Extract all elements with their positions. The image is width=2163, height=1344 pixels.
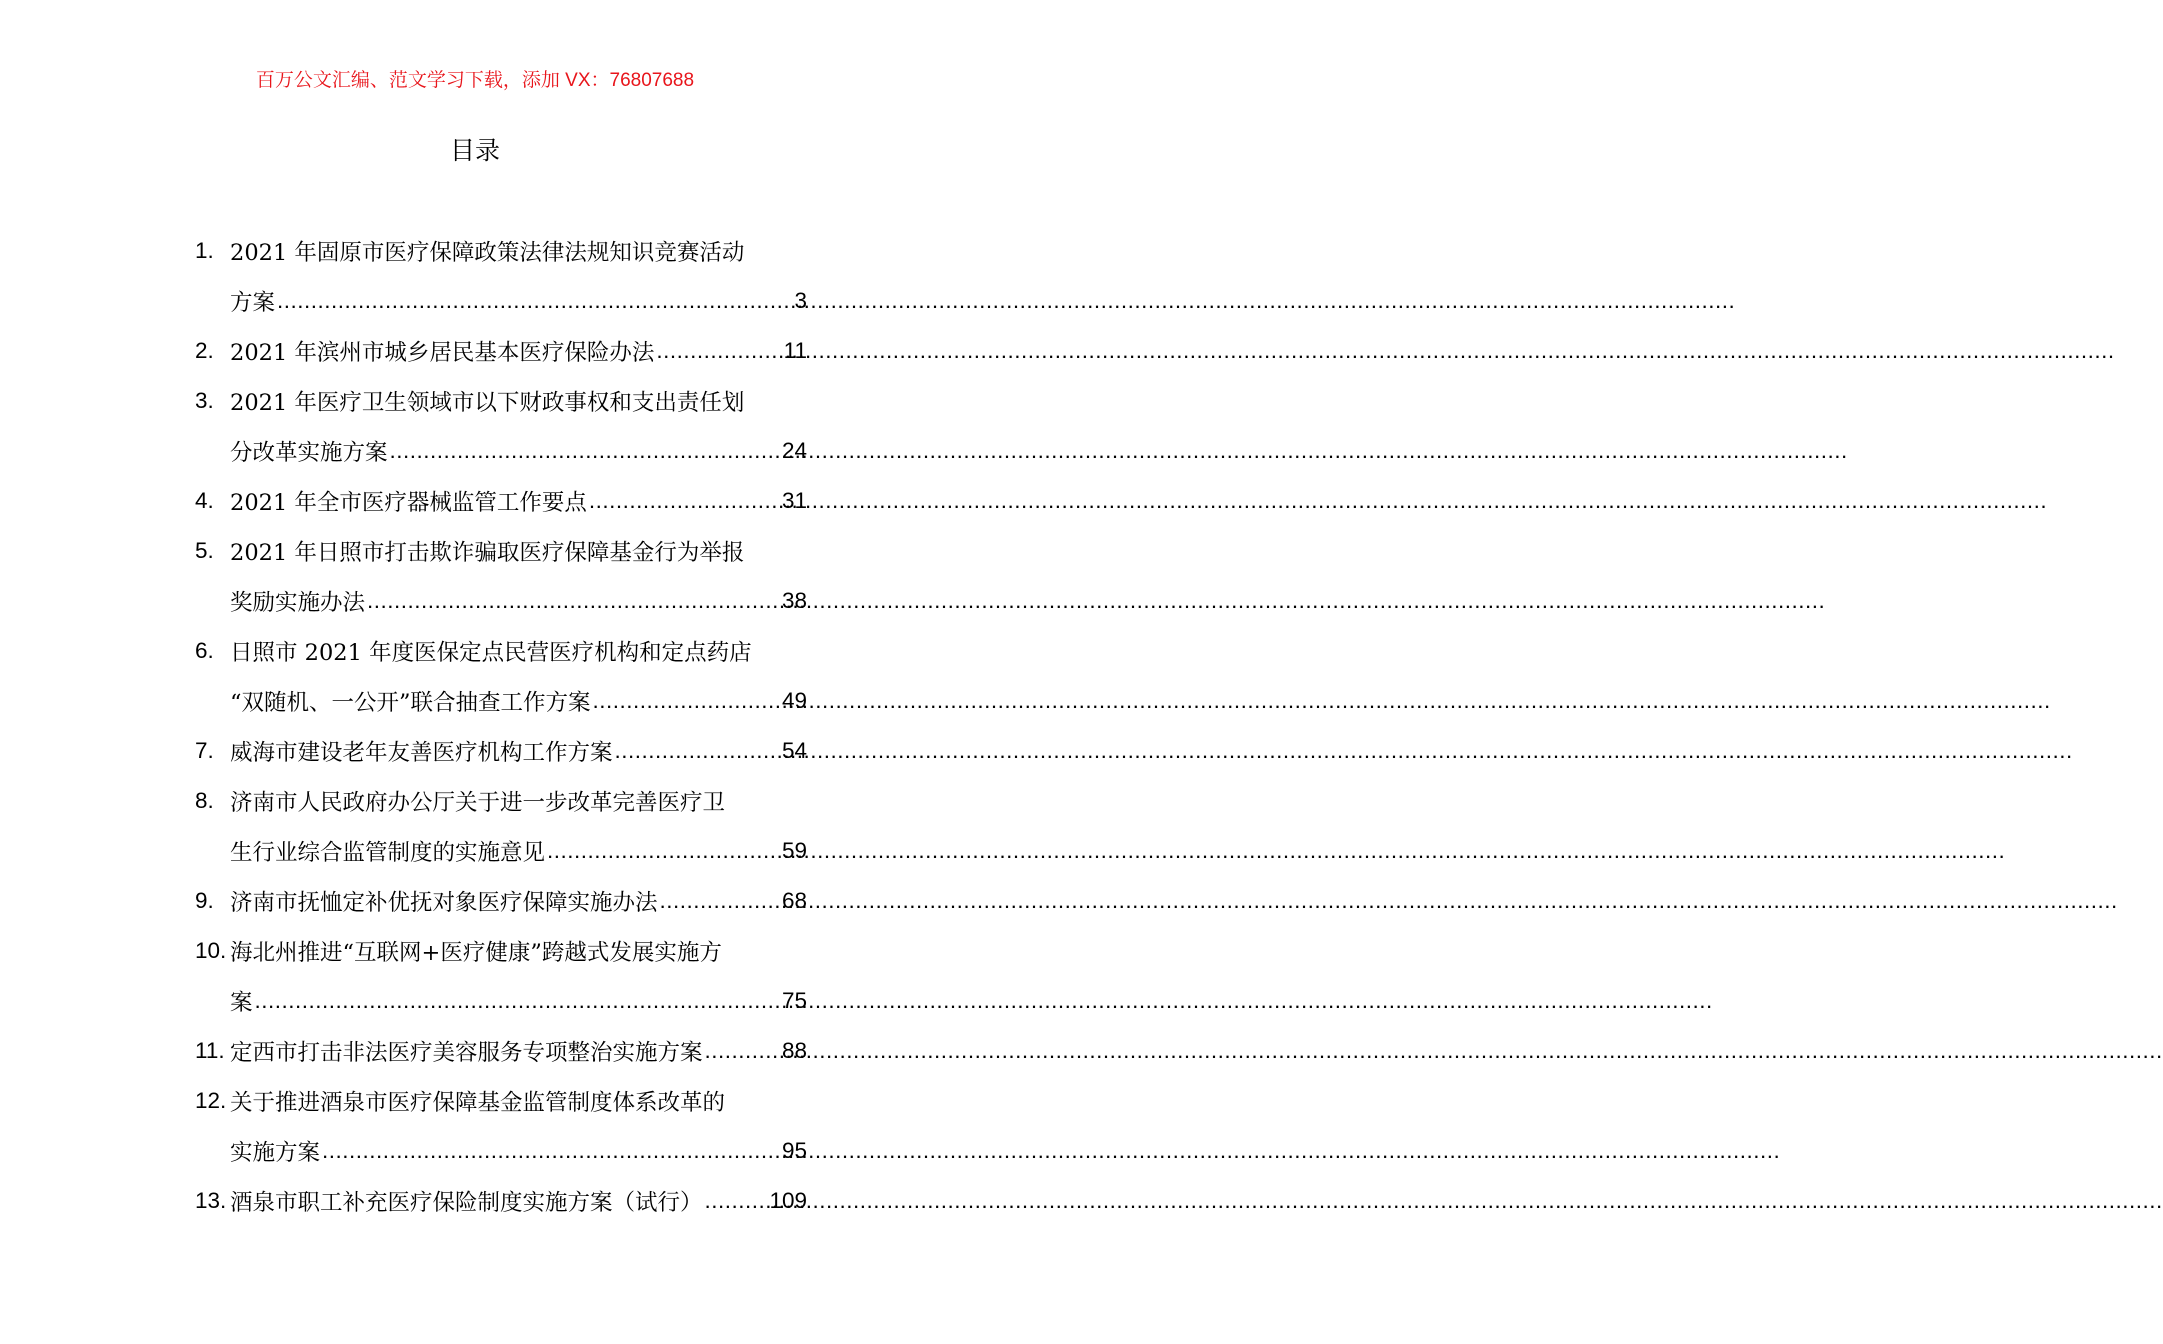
toc-page-number: 59 <box>781 838 807 863</box>
toc-entry-title: 定西市打击非法医疗美容服务专项整治实施方案 <box>230 1040 703 1066</box>
toc-dot-leader <box>705 1188 768 1214</box>
toc-entry-title: 2021 年医疗卫生领域市以下财政事权和支出责任划 <box>230 390 745 416</box>
toc-entry-line <box>195 426 807 476</box>
toc-dot-leader <box>367 588 780 614</box>
toc-dot-leader <box>547 838 780 864</box>
toc-page-number: 31 <box>781 488 807 513</box>
toc-entry-number: 7. <box>195 738 214 763</box>
toc-entry[interactable] <box>195 776 807 876</box>
toc-entry[interactable] <box>195 726 807 776</box>
toc-entry-title: 日照市 2021 年度医保定点民营医疗机构和定点药店 <box>230 640 752 666</box>
toc-entry-line <box>195 476 807 526</box>
toc-entry-line <box>195 676 807 726</box>
toc-entry-line <box>195 526 807 576</box>
toc-entry[interactable] <box>195 926 807 1026</box>
toc-entry-title: 方案 <box>230 290 276 316</box>
toc-page-number: 109 <box>769 1188 807 1213</box>
toc-entry-title: 生行业综合监管制度的实施意见 <box>230 840 546 866</box>
toc-entry-title: 分改革实施方案 <box>230 440 388 466</box>
toc-entry[interactable] <box>195 876 807 926</box>
toc-entry-line <box>195 276 807 326</box>
toc-entry[interactable] <box>195 476 807 526</box>
toc-entry-line <box>195 726 807 776</box>
toc-dot-leader <box>390 438 780 464</box>
toc-entry[interactable] <box>195 376 807 476</box>
toc-entry-line <box>195 626 807 676</box>
toc-page-number: 38 <box>781 588 807 613</box>
toc-entry[interactable] <box>195 226 807 326</box>
toc-dot-leader <box>277 288 792 314</box>
toc-entry-title: 济南市人民政府办公厅关于进一步改革完善医疗卫 <box>230 790 726 816</box>
toc-entry-line <box>195 876 807 926</box>
toc-page-number: 68 <box>781 888 807 913</box>
toc-dot-leader <box>656 338 781 364</box>
toc-entry-line <box>195 226 807 276</box>
toc-entry[interactable] <box>195 326 807 376</box>
toc-entry-number: 2. <box>195 338 214 363</box>
toc-entry-number: 9. <box>195 888 214 913</box>
toc-entry-number: 1. <box>195 238 214 263</box>
toc-entry-line <box>195 576 807 626</box>
toc-entry-number: 11. <box>195 1038 225 1063</box>
toc-entry-title: 2021 年固原市医疗保障政策法律法规知识竞赛活动 <box>230 240 745 266</box>
toc-dot-leader <box>615 738 780 764</box>
toc-entry-number: 4. <box>195 488 214 513</box>
toc-entry-title: 2021 年全市医疗器械监管工作要点 <box>230 490 587 516</box>
toc-title: 目录 <box>449 136 500 165</box>
toc-entry-title: 案 <box>230 990 253 1016</box>
toc-entry-line <box>195 326 807 376</box>
toc-dot-leader <box>593 688 780 714</box>
toc-page-number: 88 <box>781 1038 807 1063</box>
toc-page-number: 24 <box>781 438 807 463</box>
toc-entry[interactable] <box>195 1076 807 1176</box>
toc-entry-title: 2021 年滨州市城乡居民基本医疗保险办法 <box>230 340 655 366</box>
toc-entry-number: 6. <box>195 638 214 663</box>
toc-entry-title: 实施方案 <box>230 1140 321 1166</box>
header-banner: 百万公文汇编、范文学习下载，添加 VX：76807688 <box>255 70 695 91</box>
toc-entry-line <box>195 976 807 1026</box>
toc-dot-leader <box>705 1038 780 1064</box>
toc-page-number: 75 <box>781 988 807 1013</box>
toc-entry-title: 海北州推进“互联网+医疗健康”跨越式发展实施方 <box>230 940 722 966</box>
toc-entry[interactable] <box>195 1026 807 1076</box>
toc-entry-title: 奖励实施办法 <box>230 590 366 616</box>
table-of-contents <box>195 226 807 1226</box>
toc-entry-number: 8. <box>195 788 214 813</box>
toc-page-number: 11 <box>783 338 807 363</box>
toc-entry[interactable] <box>195 526 807 626</box>
toc-dot-leader <box>322 1138 780 1164</box>
toc-dot-leader <box>660 888 780 914</box>
toc-entry-number: 13. <box>195 1188 227 1213</box>
toc-entry-line <box>195 776 807 826</box>
toc-page-number: 3 <box>794 288 807 313</box>
toc-entry-title: 关于推进酒泉市医疗保障基金监管制度体系改革的 <box>230 1090 726 1116</box>
toc-entry-title: 威海市建设老年友善医疗机构工作方案 <box>230 740 613 766</box>
toc-entry-line <box>195 926 807 976</box>
toc-entry[interactable] <box>195 626 807 726</box>
toc-entry-title: “双随机、一公开”联合抽查工作方案 <box>230 690 591 716</box>
toc-page-number: 49 <box>781 688 807 713</box>
toc-page-number: 54 <box>781 738 807 763</box>
toc-entry-title: 酒泉市职工补充医疗保险制度实施方案（试行） <box>230 1190 703 1216</box>
toc-dot-leader <box>589 488 780 514</box>
toc-entry-line <box>195 1176 807 1226</box>
toc-entry-number: 3. <box>195 388 214 413</box>
toc-entry-number: 5. <box>195 538 214 563</box>
toc-entry-line <box>195 1126 807 1176</box>
toc-entry-title: 2021 年日照市打击欺诈骗取医疗保障基金行为举报 <box>230 540 745 566</box>
toc-entry-title: 济南市抚恤定补优抚对象医疗保障实施办法 <box>230 890 658 916</box>
toc-entry[interactable] <box>195 1176 807 1226</box>
toc-entry-line <box>195 826 807 876</box>
toc-dot-leader <box>255 988 780 1014</box>
toc-entry-number: 10. <box>195 938 227 963</box>
toc-entry-line <box>195 376 807 426</box>
toc-entry-line <box>195 1026 807 1076</box>
toc-entry-number: 12. <box>195 1088 227 1113</box>
toc-page-number: 95 <box>781 1138 807 1163</box>
toc-entry-line <box>195 1076 807 1126</box>
